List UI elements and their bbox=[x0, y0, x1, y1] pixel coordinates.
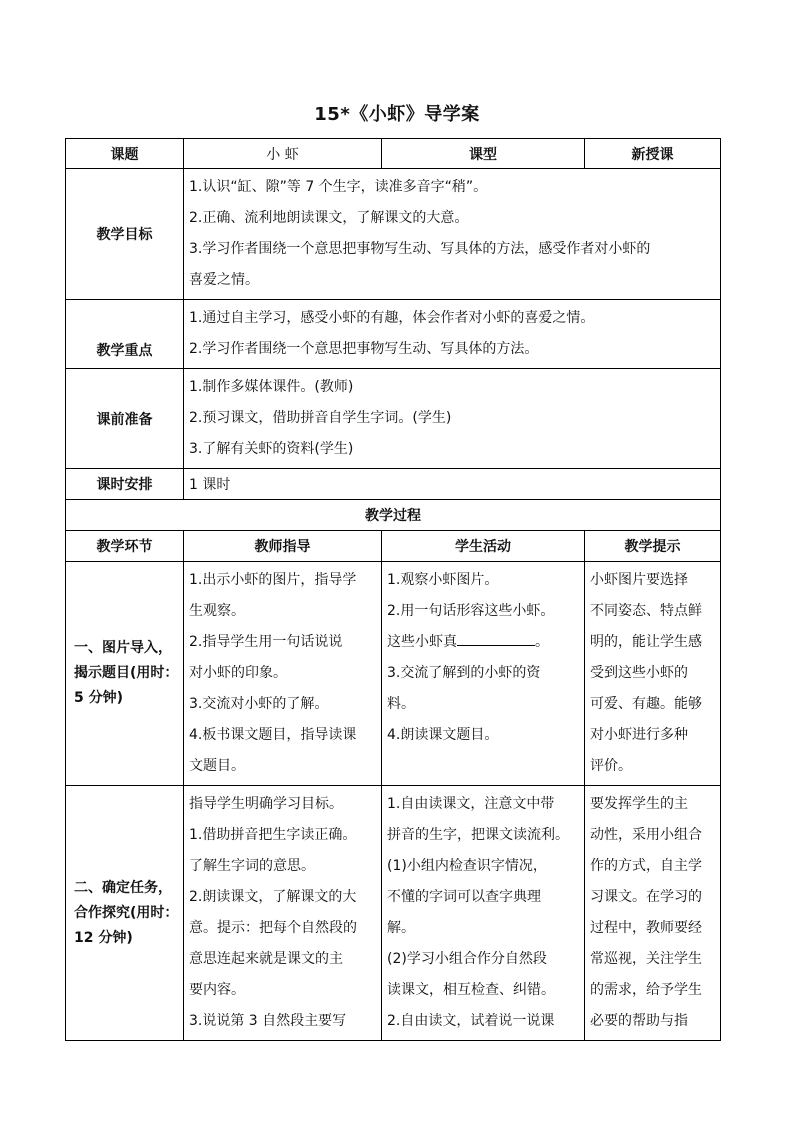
student-line: 1.自由读课文，注意文中带 bbox=[387, 796, 555, 812]
teacher-line: 2.指导学生用一句话说说 bbox=[189, 634, 343, 650]
stage-2-label bbox=[66, 786, 184, 1041]
objective-line: 3.学习作者围绕一个意思把事物写生动、写具体的方法，感受作者对小虾的 bbox=[189, 241, 651, 257]
tip-line: 不同姿态、特点鲜 bbox=[590, 603, 702, 619]
topic-value: 小 虾 bbox=[184, 139, 382, 169]
teacher-line: 1.借助拼音把生字读正确。 bbox=[189, 827, 357, 843]
label-key-points: 教学重点 bbox=[66, 300, 184, 369]
student-line: 料。 bbox=[387, 696, 415, 712]
preparation-line: 2.预习课文，借助拼音自学生字词。(学生) bbox=[189, 410, 452, 426]
tip-line: 作的方式，自主学 bbox=[590, 858, 702, 874]
teacher-line: 4.板书课文题目，指导读课 bbox=[189, 727, 357, 743]
objective-line: 2.正确、流利地朗读课文，了解课文的大意。 bbox=[189, 210, 469, 226]
col-header-teacher: 教师指导 bbox=[184, 531, 382, 562]
stage-2-tips bbox=[585, 786, 721, 1041]
label-objectives: 教学目标 bbox=[66, 169, 184, 300]
fill-blank-suffix: 。 bbox=[535, 634, 549, 650]
teacher-line: 意思连起来就是课文的主 bbox=[189, 951, 343, 967]
key-point-line: 2.学习作者围绕一个意思把事物写生动、写具体的方法。 bbox=[189, 341, 539, 357]
student-line: 不懂的字词可以查字典理 bbox=[387, 889, 541, 905]
preparation-line: 3.了解有关虾的资料(学生) bbox=[189, 441, 354, 457]
teacher-line: 了解生字词的意思。 bbox=[189, 858, 315, 874]
table-row-preparation bbox=[66, 369, 721, 469]
preparation-content bbox=[184, 369, 721, 469]
teacher-line: 意。提示：把每个自然段的 bbox=[189, 920, 357, 936]
key-point-line: 1.通过自主学习，感受小虾的有趣，体会作者对小虾的喜爱之情。 bbox=[189, 310, 595, 326]
tip-line: 的需求，给予学生 bbox=[590, 982, 702, 998]
objectives-content bbox=[184, 169, 721, 300]
objective-line: 喜爱之情。 bbox=[189, 272, 259, 288]
stage-label-line: 二、确定任务， bbox=[74, 879, 172, 896]
student-line: 4.朗读课文题目。 bbox=[387, 727, 499, 743]
tip-line: 对小虾进行多种 bbox=[590, 727, 688, 743]
stage-1-student bbox=[382, 562, 585, 786]
teacher-line: 指导学生明确学习目标。 bbox=[189, 796, 343, 812]
teacher-line: 3.交流对小虾的了解。 bbox=[189, 696, 329, 712]
teacher-line: 对小虾的印象。 bbox=[189, 665, 287, 681]
table-row-process-title bbox=[66, 500, 721, 531]
tip-line: 动性，采用小组合 bbox=[590, 827, 702, 843]
student-line: 2.自由读文，试着说一说课 bbox=[387, 1013, 555, 1029]
student-line: 2.用一句话形容这些小虾。 bbox=[387, 603, 555, 619]
stage-label-line: 5 分钟) bbox=[74, 690, 124, 706]
tip-line: 可爱、有趣。能够 bbox=[590, 696, 702, 712]
student-line: 3.交流了解到的小虾的资 bbox=[387, 665, 541, 681]
col-header-student: 学生活动 bbox=[382, 531, 585, 562]
table-row-schedule bbox=[66, 469, 721, 500]
teacher-line: 3.说说第 3 自然段主要写 bbox=[189, 1013, 347, 1029]
fill-blank-line bbox=[457, 631, 535, 646]
teacher-line: 1.出示小虾的图片，指导学 bbox=[189, 572, 357, 588]
stage-1-teacher bbox=[184, 562, 382, 786]
objective-line: 1.认识“缸、隙”等 7 个生字，读准多音字“稍”。 bbox=[189, 179, 488, 195]
stage-label-line: 揭示题目(用时： bbox=[74, 665, 179, 681]
teacher-line: 2.朗读课文，了解课文的大 bbox=[189, 889, 357, 905]
student-line: 1.观察小虾图片。 bbox=[387, 572, 499, 588]
schedule-value: 1 课时 bbox=[184, 469, 721, 500]
label-topic: 课题 bbox=[66, 139, 184, 169]
page-title: 15*《小虾》导学案 bbox=[314, 104, 480, 125]
tip-line: 必要的帮助与指 bbox=[590, 1013, 688, 1029]
teacher-line: 生观察。 bbox=[189, 603, 245, 619]
table-row-stage-2 bbox=[66, 786, 721, 1041]
tip-line: 过程中，教师要经 bbox=[590, 920, 702, 936]
tip-line: 明的，能让学生感 bbox=[590, 634, 702, 650]
table-row-key-points bbox=[66, 300, 721, 369]
fill-blank-prefix: 这些小虾真 bbox=[387, 634, 457, 650]
tip-line: 要发挥学生的主 bbox=[590, 796, 688, 812]
preparation-line: 1.制作多媒体课件。(教师) bbox=[189, 379, 354, 395]
table-row-objectives bbox=[66, 169, 721, 300]
tip-line: 小虾图片要选择 bbox=[590, 572, 688, 588]
lesson-plan-table bbox=[65, 138, 721, 1041]
label-lesson-type: 课型 bbox=[382, 139, 585, 169]
stage-1-label bbox=[66, 562, 184, 786]
stage-2-student bbox=[382, 786, 585, 1041]
student-line: 读课文，相互检查、纠错。 bbox=[387, 982, 555, 998]
teacher-line: 文题目。 bbox=[189, 758, 245, 774]
label-preparation: 课前准备 bbox=[66, 369, 184, 469]
col-header-stage: 教学环节 bbox=[66, 531, 184, 562]
label-schedule: 课时安排 bbox=[66, 469, 184, 500]
teacher-line: 要内容。 bbox=[189, 982, 245, 998]
tip-line: 受到这些小虾的 bbox=[590, 665, 688, 681]
key-points-content bbox=[184, 300, 721, 369]
student-line: 拼音的生字，把课文读流利。 bbox=[387, 827, 569, 843]
stage-label-line: 合作探究(用时： bbox=[74, 904, 179, 921]
stage-1-tips bbox=[585, 562, 721, 786]
tip-line: 评价。 bbox=[590, 758, 632, 774]
stage-label-line: 12 分钟) bbox=[74, 929, 133, 946]
lesson-type-value: 新授课 bbox=[585, 139, 721, 169]
student-line: (1)小组内检查识字情况， bbox=[387, 858, 547, 874]
tip-line: 常巡视，关注学生 bbox=[590, 951, 702, 967]
student-line: 解。 bbox=[387, 920, 415, 936]
process-title: 教学过程 bbox=[66, 500, 721, 531]
col-header-tips: 教学提示 bbox=[585, 531, 721, 562]
student-line: (2)学习小组合作分自然段 bbox=[387, 951, 547, 967]
student-line-fill-blank bbox=[387, 627, 579, 658]
table-row-stage-1 bbox=[66, 562, 721, 786]
table-row-process-headers bbox=[66, 531, 721, 562]
stage-label-line: 一、图片导入， bbox=[74, 640, 172, 656]
tip-line: 习课文。在学习的 bbox=[590, 889, 702, 905]
table-row-topic bbox=[66, 139, 721, 169]
stage-2-teacher bbox=[184, 786, 382, 1041]
